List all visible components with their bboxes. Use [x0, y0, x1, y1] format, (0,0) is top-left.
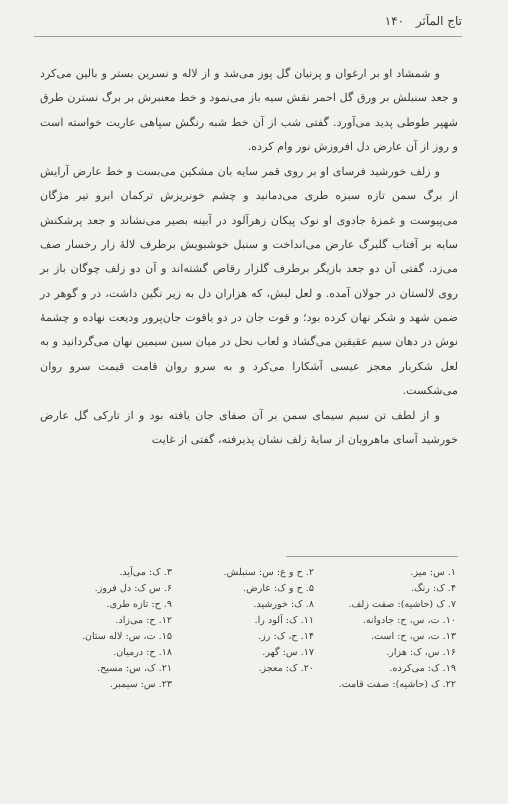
footnote: ۷.ک (حاشیه): صفت زلف. [348, 599, 456, 610]
footnote: ۴.ک: رنگ. [410, 583, 456, 594]
footnote: ۲۰.ک: معجز. [258, 663, 314, 674]
footnote: ۱۰.ت، س، ح: جادوانه. [362, 615, 456, 626]
footnote: ۲۱.ک، س: مسیح. [97, 663, 172, 674]
footnotes [40, 566, 456, 692]
paragraph: و از لطف تن سیم سیمای سمن بر آن صفای جان یافته بود و از تارکی گل عارض خورشید آسای ماهرویان از سایهٔ زلف نشان پذیرفته، گفتی از غایت [40, 409, 458, 447]
paragraph: و زلف خورشید فرسای او بر روی قمر سایه بان مشکین می‌بست و خط عارض آرایش از برگ سمن تازه سبزه طری می‌دمانید و چشم خونریزش ترکمان ابرو تیر مژگان می‌پیوست و غمزهٔ جادوی او نوک پیکان زهرآلود در آبینه بصیر می‌نشاند و جعد پرشکنش سایه بر آفتاب گلبرگ عارض می‌انداخت و سنبل خوشبویش برطرف لالهٔ زار رخسار صف می‌زد. گفتی آن دو جعد بازیگر برطرف گلزار رقاص گشته‌اند و آن دو زلف چوگان باز بر روی لالستان در جولان آمده. و لعل لبش، که هزاران دل به زیر نگین داشت، در و گوهر در ضمن شهد و شکر نهان کرده بود؛ و قوت جان در دو یاقوت جان‌پرور ودیعت نهاده و چشمهٔ نوش در دهان سیم عقیقین می‌گشاد و لعاب نحل در میان سین سیمین نهان می‌گردانید و به لعل شکربار معجز عیسی آشکارا می‌کرد و به سرو روان قامت قیمت سرو روان می‌شکست. [40, 165, 458, 397]
running-title [385, 14, 462, 28]
header-rule [34, 36, 462, 37]
footnote: ۱.س: میز. [410, 567, 456, 578]
running-header [0, 14, 508, 34]
footnote: ۵.ح و ک: عارض. [243, 583, 314, 594]
footnote: ۳.ک: می‌آید. [119, 567, 172, 578]
footnote: ۲۲.ک (حاشیه): صفت قامت. [338, 679, 456, 690]
footnote: ۱۷.س: گهر. [262, 647, 314, 658]
footnote: ۲.ح و ع: س: سنبلش. [223, 567, 314, 578]
footnote: ۱۱.ک: آلود را. [254, 615, 314, 626]
main-text [40, 62, 458, 453]
footnote: ۱۶.س، ک: هزار. [386, 647, 456, 658]
footnote: ۱۹.ک: می‌کرده. [389, 663, 456, 674]
book-title: تاج المآثر [415, 14, 462, 28]
footnote: ۹.ح: تازه طری. [106, 599, 172, 610]
footnote: ۸.ک: خورشید. [253, 599, 314, 610]
footnote-rule [286, 556, 458, 557]
footnote: ۱۵.ت، س: لاله ستان. [81, 631, 172, 642]
footnote: ۱۳.ت، س، ح: است. [370, 631, 456, 642]
paragraph: و شمشاد او بر ارغوان و پرنیان گل پوز می‌شد و از لاله و نسرین بستر و بالین می‌کرد و جعد سنبلش بر ورق گل احمر نقش سیه باز می‌نمود و خط معنبرش بر برگ نسترن طرق شهپر طوطی پدید می‌آورد. گفتی شب از آن خط شبه رنگش سپاهی عاریت خواسته است و روز از آن عارض دل افروزش نور وام کرده. [40, 67, 458, 153]
footnote: ۱۲.ح: می‌زاد. [115, 615, 172, 626]
page-number: ۱۴۰ [384, 14, 405, 28]
footnote: ۶.س ک: دل فروز. [94, 583, 172, 594]
footnote: ۱۸.ح: درمیان. [113, 647, 172, 658]
footnote: ۱۴.ح، ک: رز. [258, 631, 314, 642]
footnote: ۲۳.س: سیمبر. [109, 679, 172, 690]
